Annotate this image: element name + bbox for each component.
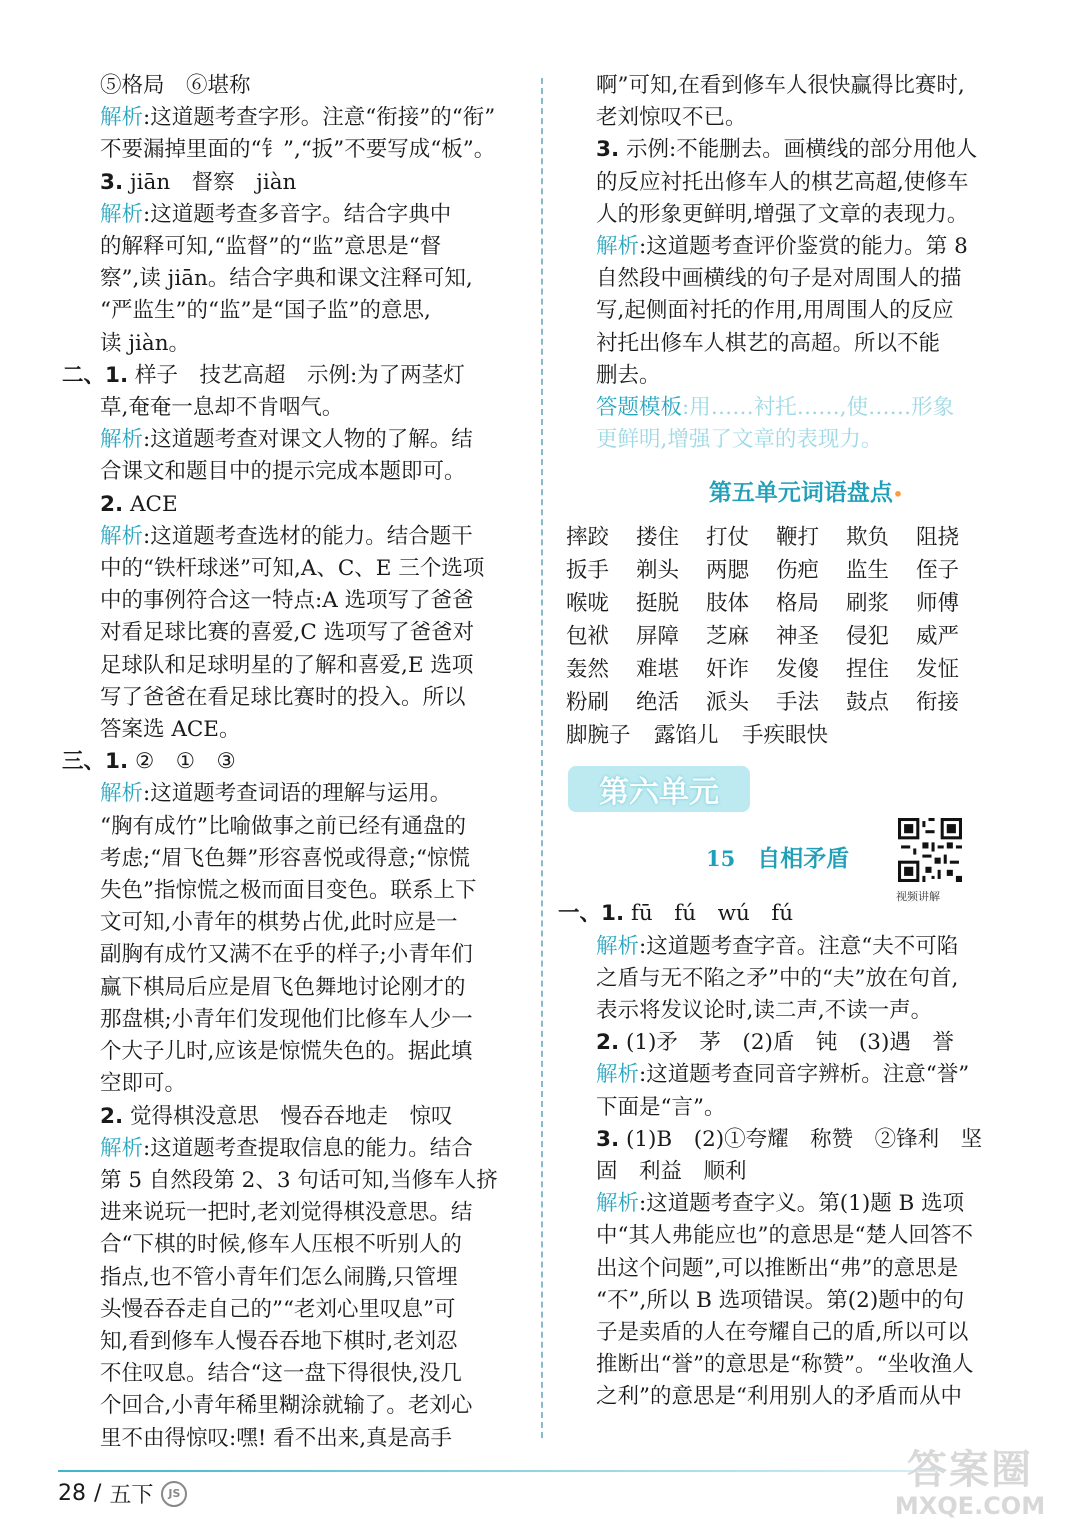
answer-line: 不要漏掉里面的“钅”,“扳”不要写成“板”。 xyxy=(100,137,496,163)
answer-line: 中的事例符合这一特点:A 选项写了爸爸 xyxy=(100,588,474,614)
answer-line: 下面是“言”。 xyxy=(596,1094,726,1120)
answer-line: 子是卖盾的人在夸耀自己的盾,所以可以 xyxy=(596,1320,969,1346)
word-item: 鼓点 xyxy=(846,690,890,716)
answer-line: 不住叹息。结合“这一盘下得很快,没几 xyxy=(100,1361,462,1387)
answer-line: 副胸有成竹又满不在乎的样子;小青年们 xyxy=(100,942,473,968)
heading-dot: • xyxy=(892,485,904,505)
answer-line: 解析:这道题考查评价鉴赏的能力。第 8 xyxy=(596,234,968,260)
analysis-label: 解析 xyxy=(100,1135,144,1161)
word-item: 芝麻 xyxy=(706,624,750,650)
answer-line: 解析:这道题考查多音字。结合字典中 xyxy=(100,201,452,227)
answer-line: 之利”的意思是“利用别人的矛盾而从中 xyxy=(596,1384,962,1410)
watermark xyxy=(890,1448,1050,1528)
word-item: 奸诈 xyxy=(706,657,750,683)
word-item: 威严 xyxy=(916,624,960,650)
unit-six-banner: 第六单元 xyxy=(568,766,750,812)
word-item: 肢体 xyxy=(706,591,750,617)
answer-line: ⑤格局 ⑥堪称 xyxy=(100,73,251,98)
answer-line: 写了爸爸在看足球比赛时的投入。所以 xyxy=(100,684,466,710)
analysis-label: 解析 xyxy=(100,781,144,807)
answer-line: 合“下棋的时候,修车人压根不听别人的 xyxy=(100,1232,462,1258)
word-item: 欺负 xyxy=(846,525,890,551)
answer-line: 写,起侧面衬托的作用,用周围人的反应 xyxy=(596,298,954,324)
answer-line: 3. jiān 督察 jiàn xyxy=(100,169,297,195)
word-item: 发傻 xyxy=(776,657,820,683)
word-item: 屏障 xyxy=(636,624,680,650)
answer-line: 文可知,小青年的棋势占优,此时应是一 xyxy=(100,910,458,936)
answer-template-line: 答题模板:用……衬托……,使……形象 xyxy=(596,395,955,421)
section-line: 三、1. ② ① ③ xyxy=(62,749,236,775)
qr-code-icon[interactable] xyxy=(898,818,962,882)
answer-line: 合课文和题目中的提示完成本题即可。 xyxy=(100,459,466,485)
footer-rule xyxy=(58,1470,938,1472)
word-item: 衔接 xyxy=(916,690,960,716)
answer-line: 推断出“誉”的意思是“称赞”。“坐收渔人 xyxy=(596,1352,974,1378)
answer-line: 对看足球比赛的喜爱,C 选项写了爸爸对 xyxy=(100,620,475,646)
left-column xyxy=(62,70,520,1455)
page-footer xyxy=(58,1478,187,1509)
word-row xyxy=(566,653,1016,686)
word-item: 摔跤 xyxy=(566,525,610,551)
analysis-label: 解析 xyxy=(596,1191,640,1217)
answer-line: 考虑;“眉飞色舞”形容喜悦或得意;“惊慌 xyxy=(100,845,470,871)
answer-line: 中“其人弗能应也”的意思是“楚人回答不 xyxy=(596,1223,973,1249)
answer-line: 衬托出修车人棋艺的高超。所以不能 xyxy=(596,330,941,356)
word-item: 两腮 xyxy=(706,558,750,584)
section-line: 一、1. fū fú wú fú xyxy=(558,901,794,927)
answer-line: 的解释可知,“监督”的“监”意思是“督 xyxy=(100,234,442,260)
word-item: 手疾眼快 xyxy=(742,723,829,749)
word-item: 打仗 xyxy=(706,525,750,551)
answer-line: 足球队和足球明星的了解和喜爱,E 选项 xyxy=(100,652,474,678)
footer-separator: / xyxy=(94,1481,102,1506)
word-item: 剃头 xyxy=(636,558,680,584)
answer-line: 的反应衬托出修车人的棋艺高超,使修车 xyxy=(596,169,969,195)
word-item: 刷浆 xyxy=(846,591,890,617)
word-item: 伤疤 xyxy=(776,558,820,584)
answer-line: 个大子儿时,应该是惊慌失色的。据此填 xyxy=(100,1039,473,1065)
answer-line: 固 利益 顺利 xyxy=(596,1159,747,1185)
answer-template-line: 更鲜明,增强了文章的表现力。 xyxy=(596,427,883,453)
analysis-label: 解析 xyxy=(100,201,144,227)
answer-line: 自然段中画横线的句子是对周围人的描 xyxy=(596,266,962,292)
answer-line: 人的形象更鲜明,增强了文章的表现力。 xyxy=(596,201,969,227)
unit-five-words-heading: 第五单元词语盘点• xyxy=(708,480,904,507)
answer-line: “严监生”的“监”是“国子监”的意思, xyxy=(100,298,431,324)
answer-line: “胸有成竹”比喻做事之前已经有通盘的 xyxy=(100,813,466,839)
word-row xyxy=(566,719,1016,752)
right-column xyxy=(558,70,1016,1414)
word-item: 喉咙 xyxy=(566,591,610,617)
answer-line: 解析:这道题考查字音。注意“夫不可陷 xyxy=(596,933,959,959)
analysis-label: 解析 xyxy=(100,427,144,453)
word-item: 鞭打 xyxy=(776,525,820,551)
answer-line: 个回合,小青年稀里糊涂就输了。老刘心 xyxy=(100,1393,473,1419)
answer-line: 知,看到修车人慢吞吞地下棋时,老刘忍 xyxy=(100,1328,458,1354)
answer-line: 察”,读 jiān。结合字典和课文注释可知, xyxy=(100,266,473,292)
answer-line: 删去。 xyxy=(596,362,661,388)
answer-line: 第 5 自然段第 2、3 句话可知,当修车人挤 xyxy=(100,1167,498,1193)
analysis-label: 解析 xyxy=(596,1062,640,1088)
section-line: 二、1. 样子 技艺高超 示例:为了两茎灯 xyxy=(62,362,465,388)
word-item: 师傅 xyxy=(916,591,960,617)
answer-line: 指点,也不管小青年们怎么闹腾,只管埋 xyxy=(100,1264,458,1290)
lesson-title: 15 自相矛盾 xyxy=(706,846,850,873)
answer-line: 答案选 ACE。 xyxy=(100,717,241,743)
word-item: 手法 xyxy=(776,690,820,716)
word-item: 捏住 xyxy=(846,657,890,683)
word-row xyxy=(566,686,1016,719)
answer-line: “不”,所以 B 选项错误。第(2)题中的句 xyxy=(596,1287,965,1313)
analysis-label: 解析 xyxy=(596,234,640,260)
word-item: 格局 xyxy=(776,591,820,617)
word-item: 挺脱 xyxy=(636,591,680,617)
word-item: 阻挠 xyxy=(916,525,960,551)
page-number: 28 xyxy=(58,1481,86,1506)
answer-line: 头慢吞吞走自己的”“老刘心里叹息”可 xyxy=(100,1296,456,1322)
answer-line: 之盾与无不陷之矛”中的“夫”放在句首, xyxy=(596,965,959,991)
word-item: 露馅儿 xyxy=(654,723,719,749)
answer-line: 解析:这道题考查对课文人物的了解。结 xyxy=(100,427,473,453)
answer-line: 表示将发议论时,读二声,不读一声。 xyxy=(596,998,933,1024)
answer-line: 3. (1)B (2)①夸耀 称赞 ②锋利 坚 xyxy=(596,1126,983,1152)
answer-line: 草,奄奄一息却不肯咽气。 xyxy=(100,395,344,421)
word-row xyxy=(566,521,1016,554)
answer-line: 解析:这道题考查词语的理解与运用。 xyxy=(100,781,452,807)
word-item: 轰然 xyxy=(566,657,610,683)
answer-line: 解析:这道题考查同音字辨析。注意“誉” xyxy=(596,1062,970,1088)
analysis-label: 解析 xyxy=(100,523,144,549)
word-item: 派头 xyxy=(706,690,750,716)
answer-line: 读 jiàn。 xyxy=(100,330,191,356)
word-row xyxy=(566,587,1016,620)
answer-line: 解析:这道题考查字形。注意“衔接”的“衔” xyxy=(100,105,496,131)
answer-line: 2. (1)矛 茅 (2)盾 钝 (3)遇 誉 xyxy=(596,1030,954,1056)
answer-line: 出这个问题”,可以推断出“弗”的意思是 xyxy=(596,1255,959,1281)
answer-line: 老刘惊叹不已。 xyxy=(596,105,747,131)
answer-line: 空即可。 xyxy=(100,1071,187,1097)
watermark-logo: 答案圈 xyxy=(907,1447,1033,1493)
answer-line: 赢下棋局后应是眉飞色舞地讨论刚才的 xyxy=(100,974,466,1000)
word-item: 神圣 xyxy=(776,624,820,650)
analysis-label: 解析 xyxy=(596,933,640,959)
word-grid xyxy=(566,521,1016,752)
watermark-url: MXQE.COM xyxy=(894,1492,1046,1520)
word-item: 侵犯 xyxy=(846,624,890,650)
word-item: 监生 xyxy=(846,558,890,584)
answer-line: 里不由得惊叹:嘿! 看不出来,真是高手 xyxy=(100,1425,453,1451)
analysis-label: 解析 xyxy=(100,105,144,131)
answer-line: 3. 示例:不能删去。画横线的部分用他人 xyxy=(596,137,978,163)
qr-caption: 视频讲解 xyxy=(896,890,940,904)
answer-line: 2. 觉得棋没意思 慢吞吞地走 惊叹 xyxy=(100,1103,453,1129)
word-row xyxy=(566,554,1016,587)
answer-line: 解析:这道题考查字义。第(1)题 B 选项 xyxy=(596,1191,965,1217)
answer-template-label: 答题模板 xyxy=(596,395,683,421)
lesson-number: 15 xyxy=(706,846,736,872)
word-item: 包袱 xyxy=(566,624,610,650)
word-item: 搂住 xyxy=(636,525,680,551)
answer-line: 啊”可知,在看到修车人很快赢得比赛时, xyxy=(596,73,965,98)
word-item: 粉刷 xyxy=(566,690,610,716)
answer-line: 失色”指惊慌之极而面目变色。联系上下 xyxy=(100,878,477,904)
grade-label: 五下 xyxy=(109,1483,154,1508)
answer-line: 解析:这道题考查提取信息的能力。结合 xyxy=(100,1135,473,1161)
word-item: 脚腕子 xyxy=(566,723,631,749)
answer-line: 那盘棋;小青年们发现他们比修车人少一 xyxy=(100,1006,473,1032)
word-item: 侄子 xyxy=(916,558,960,584)
answer-line: 中的“铁杆球迷”可知,A、C、E 三个选项 xyxy=(100,556,485,582)
js-badge-icon: JS xyxy=(161,1481,187,1507)
word-item: 发怔 xyxy=(916,657,960,683)
answer-line: 2. ACE xyxy=(100,491,178,517)
column-divider xyxy=(541,78,543,1438)
word-item: 扳手 xyxy=(566,558,610,584)
word-item: 难堪 xyxy=(636,657,680,683)
answer-line: 进来说玩一把时,老刘觉得棋没意思。结 xyxy=(100,1200,473,1226)
word-item: 绝活 xyxy=(636,690,680,716)
lesson-header xyxy=(596,818,1016,904)
answer-line: 解析:这道题考查选材的能力。结合题干 xyxy=(100,523,473,549)
word-row xyxy=(566,620,1016,653)
